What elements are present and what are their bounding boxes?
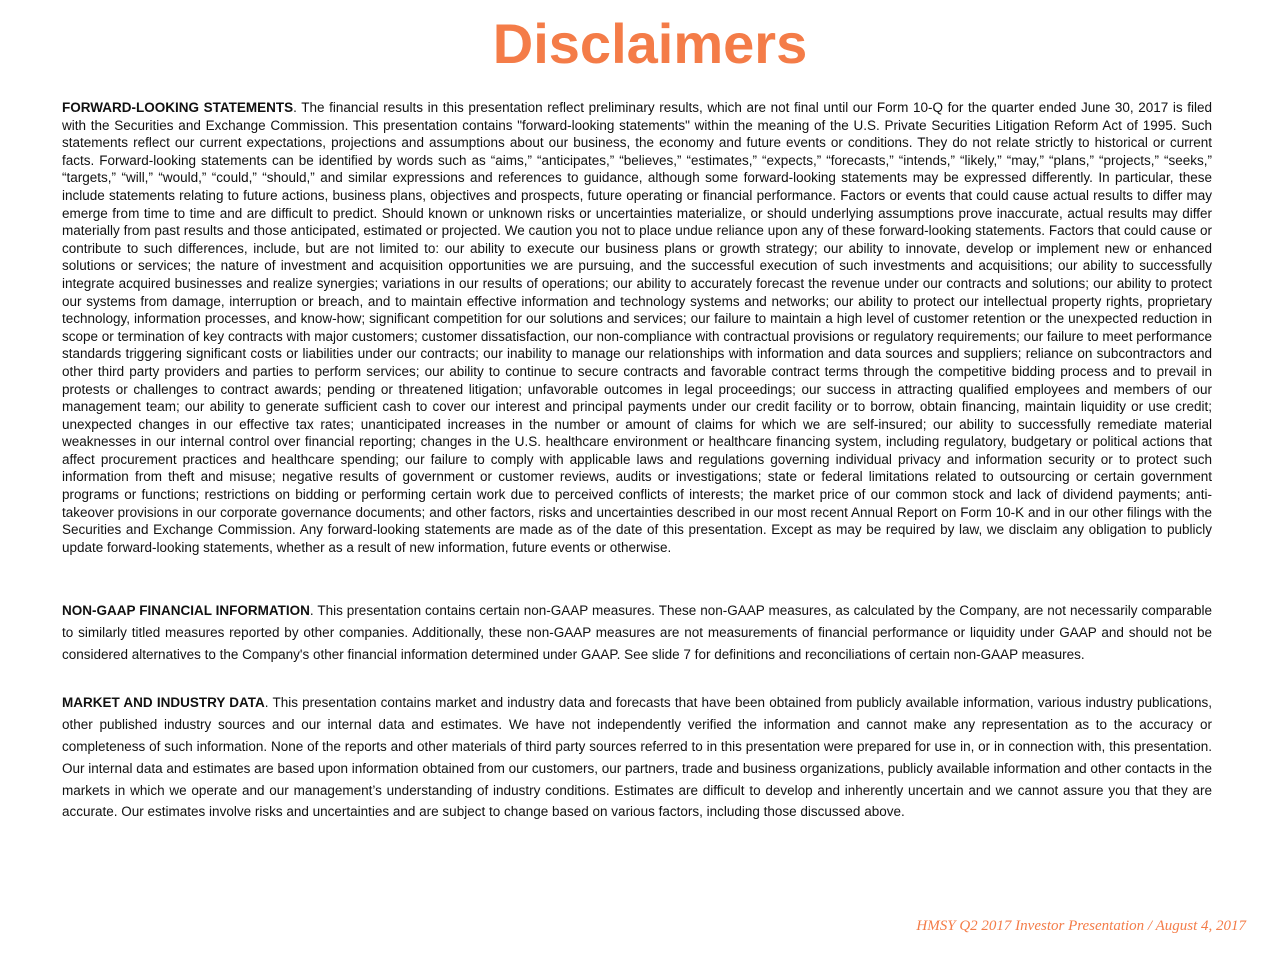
page-title: Disclaimers xyxy=(492,12,808,75)
non-gaap-body: . This presentation contains certain non-GAAP measures. These non-GAAP measures, as calculated by the Company, are not necessarily comparable to similarly titled measures reported by other companies. Additionally, these non-GAAP measures are not measurements of financial performance or liquidity under GAAP and should not be considered alternatives to the Company's other financial information determined under GAAP. See slide 7 for definitions and reconciliations of certain non-GAAP measures. xyxy=(62,603,1212,663)
market-industry-paragraph xyxy=(62,692,1212,823)
disclaimer-content xyxy=(62,99,1212,823)
market-industry-heading: MARKET AND INDUSTRY DATA xyxy=(62,695,265,711)
forward-looking-body: . The financial results in this presentation reflect preliminary results, which are not final until our Form 10-Q for the quarter ended June 30, 2017 is filed with the Securities and Exchange Commission. This presentation contains "forward-looking statements" within the meaning of the U.S. Private Securities Litigation Reform Act of 1995. Such statements reflect our current expectations, projections and assumptions about our business, the economy and future events or conditions. They do not relate strictly to historical or current facts. Forward-looking statements can be identified by words such as “aims,” “anticipates,” “believes,” “estimates,” “expects,” “forecasts,” “intends,” “likely,” “may,” “plans,” “projects,” “seeks,” “targets,” “will,” “would,” “could,” “should,” and similar expressions and references to guidance, although some forward-looking statements may be expressed differently. In particular, these include statements relating to future actions, business plans, objectives and prospects, future operating or financial performance. Factors or events that could cause actual results to differ may emerge from time to time and are difficult to predict. Should known or unknown risks or uncertainties materialize, or should underlying assumptions prove inaccurate, actual results may differ materially from past results and those anticipated, estimated or projected. We caution you not to place undue reliance upon any of these forward-looking statements. Factors that could cause or contribute to such differences, include, but are not limited to: our ability to execute our business plans or growth strategy; our ability to innovate, develop or implement new or enhanced solutions or services; the nature of investment and acquisition opportunities we are pursuing, and the successful execution of such investments and acquisitions; our ability to successfully integrate acquired businesses and realize synergies; variations in our results of operations; our ability to accurately forecast the revenue under our contracts and solutions; our ability to protect our systems from damage, interruption or breach, and to maintain effective information and technology systems and networks; our ability to protect our intellectual property rights, proprietary technology, information processes, and know-how; significant competition for our solutions and services; our failure to maintain a high level of customer retention or the unexpected reduction in scope or termination of key contracts with major customers; customer dissatisfaction, our non-compliance with contractual provisions or regulatory requirements; our failure to meet performance standards triggering significant costs or liabilities under our contracts; our inability to manage our relationships with information and data sources and suppliers; reliance on subcontractors and other third party providers and parties to perform services; our ability to continue to secure contracts and favorable contract terms through the competitive bidding process and to prevail in protests or challenges to contract awards; pending or threatened litigation; unfavorable outcomes in legal proceedings; our success in attracting qualified employees and members of our management team; our ability to generate sufficient cash to cover our interest and principal payments under our credit facility or to borrow, obtain financing, maintain liquidity or use credit; unexpected changes in our effective tax rates; unanticipated increases in the number or amount of claims for which we are self-insured; our ability to successfully remediate material weaknesses in our internal control over financial reporting; changes in the U.S. healthcare environment or healthcare financing system, including regulatory, budgetary or political actions that affect procurement practices and healthcare spending; our failure to comply with applicable laws and regulations governing individual privacy and information security or to protect such information from theft and misuse; negative results of government or customer reviews, audits or investigations; state or federal limitations related to outsourcing or certain government programs or functions; restrictions on bidding or performing certain work due to perceived conflicts of interests; the market price of our common stock and lack of dividend payments; anti-takeover provisions in our corporate governance documents; and other factors, risks and uncertainties described in our most recent Annual Report on Form 10-K and in our other filings with the Securities and Exchange Commission. Any forward-looking statements are made as of the date of this presentation. Except as may be required by law, we disclaim any obligation to publicly update forward-looking statements, whether as a result of new information, future events or otherwise. xyxy=(62,100,1212,555)
non-gaap-heading: NON-GAAP FINANCIAL INFORMATION xyxy=(62,603,310,619)
footer-presentation-info: HMSY Q2 2017 Investor Presentation / August 4, 2017 xyxy=(916,918,1246,934)
non-gaap-paragraph xyxy=(62,600,1212,666)
market-industry-body: . This presentation contains market and industry data and forecasts that have been obtained from publicly available information, various industry publications, other published industry sources and our internal data and estimates. We have not independently verified the information and cannot make any representation as to the accuracy or completeness of such information. None of the reports and other materials of third party sources referred to in this presentation were prepared for use in, or in connection with, this presentation. Our internal data and estimates are based upon information obtained from our customers, our partners, trade and business organizations, publicly available information and other contacts in the markets in which we operate and our management’s understanding of industry conditions. Estimates are difficult to develop and inherently uncertain and we cannot assure you that they are accurate. Our estimates involve risks and uncertainties and are subject to change based on various factors, including those discussed above. xyxy=(62,695,1212,820)
forward-looking-heading: FORWARD-LOOKING STATEMENTS xyxy=(62,100,294,115)
forward-looking-paragraph xyxy=(62,99,1212,556)
